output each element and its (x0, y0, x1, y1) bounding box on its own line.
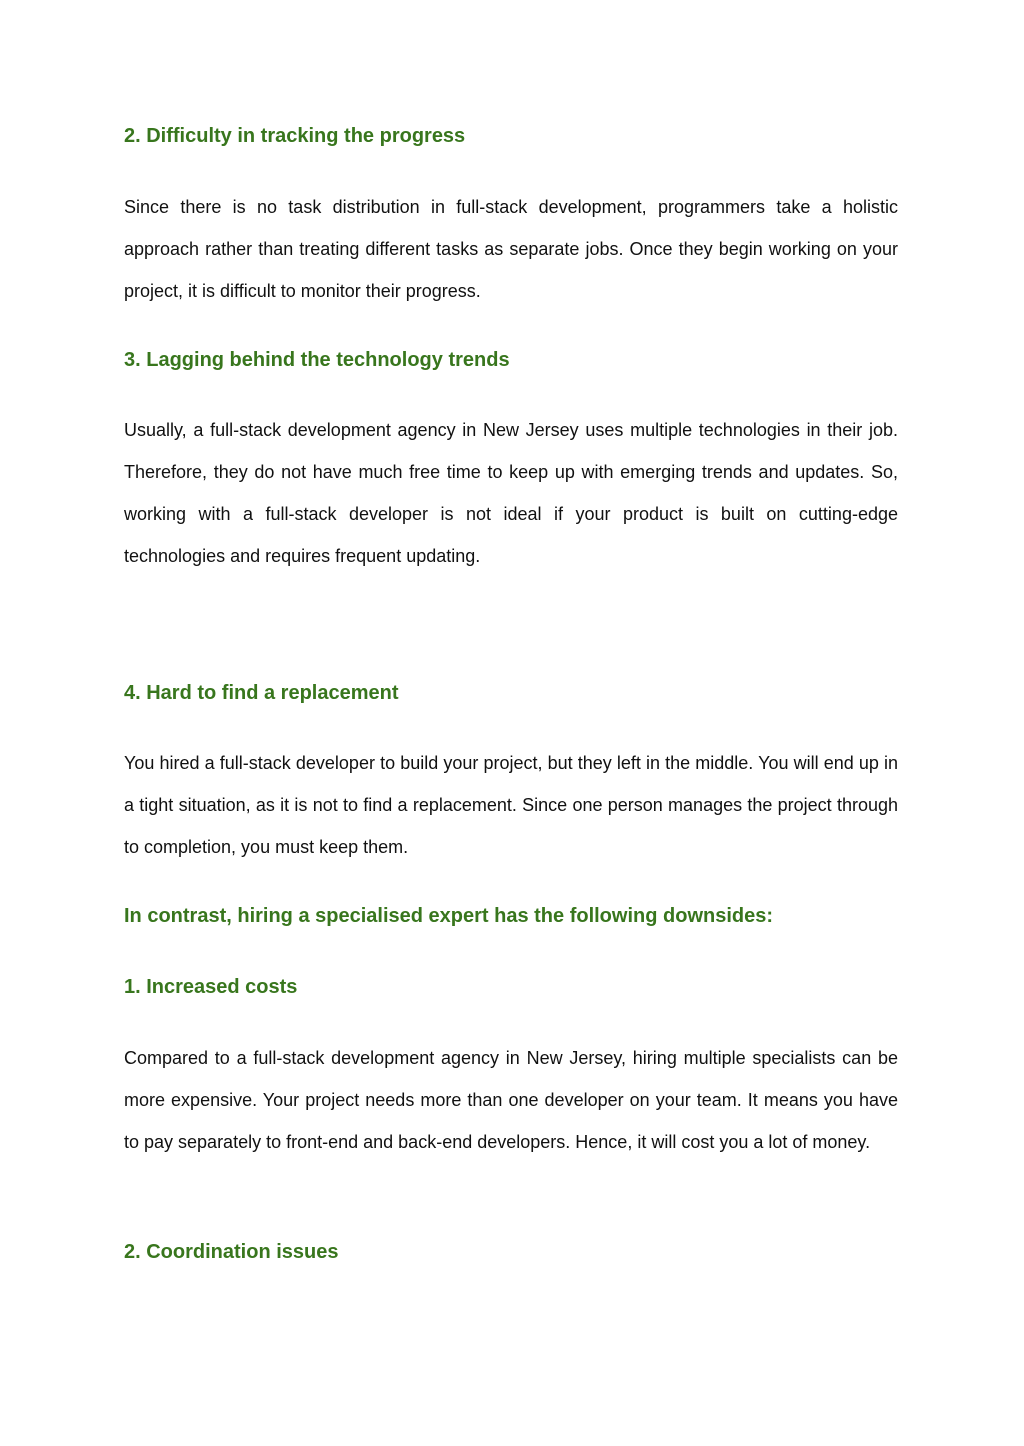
heading-lagging-trends: 3. Lagging behind the technology trends (124, 349, 510, 371)
paragraph-increased-costs: Compared to a full-stack development agency in New Jersey, hiring multiple specialists can be more expensive. Your project needs more than one developer on your team. It means you have to pay separately to front-end and back-end developers. Hence, it will cost you a lot of money. (124, 1048, 898, 1152)
heading-specialised-downsides: In contrast, hiring a specialised expert has the following downsides: (124, 905, 774, 927)
paragraph-hard-replacement: You hired a full-stack developer to build your project, but they left in the middle. You will end up in a tight situation, as it is not to find a replacement. Since one person manages the project through to completion, you must keep them. (124, 753, 898, 857)
heading-coordination-issues: 2. Coordination issues (124, 1241, 339, 1263)
heading-hard-replacement: 4. Hard to find a replacement (124, 682, 399, 704)
heading-difficulty-tracking: 2. Difficulty in tracking the progress (124, 125, 466, 147)
paragraph-lagging-trends: Usually, a full-stack development agency in New Jersey uses multiple technologies in their job. Therefore, they do not have much free time to keep up with emerging trends and updates. So, working with a full-stack developer is not ideal if your product is built on cutting-edge technologies and requires frequent updating. (124, 420, 898, 566)
heading-increased-costs: 1. Increased costs (124, 976, 298, 998)
paragraph-difficulty-tracking: Since there is no task distribution in full-stack development, programmers take a holistic approach rather than treating different tasks as separate jobs. Once they begin working on your project, it is difficult to monitor their progress. (124, 197, 898, 301)
